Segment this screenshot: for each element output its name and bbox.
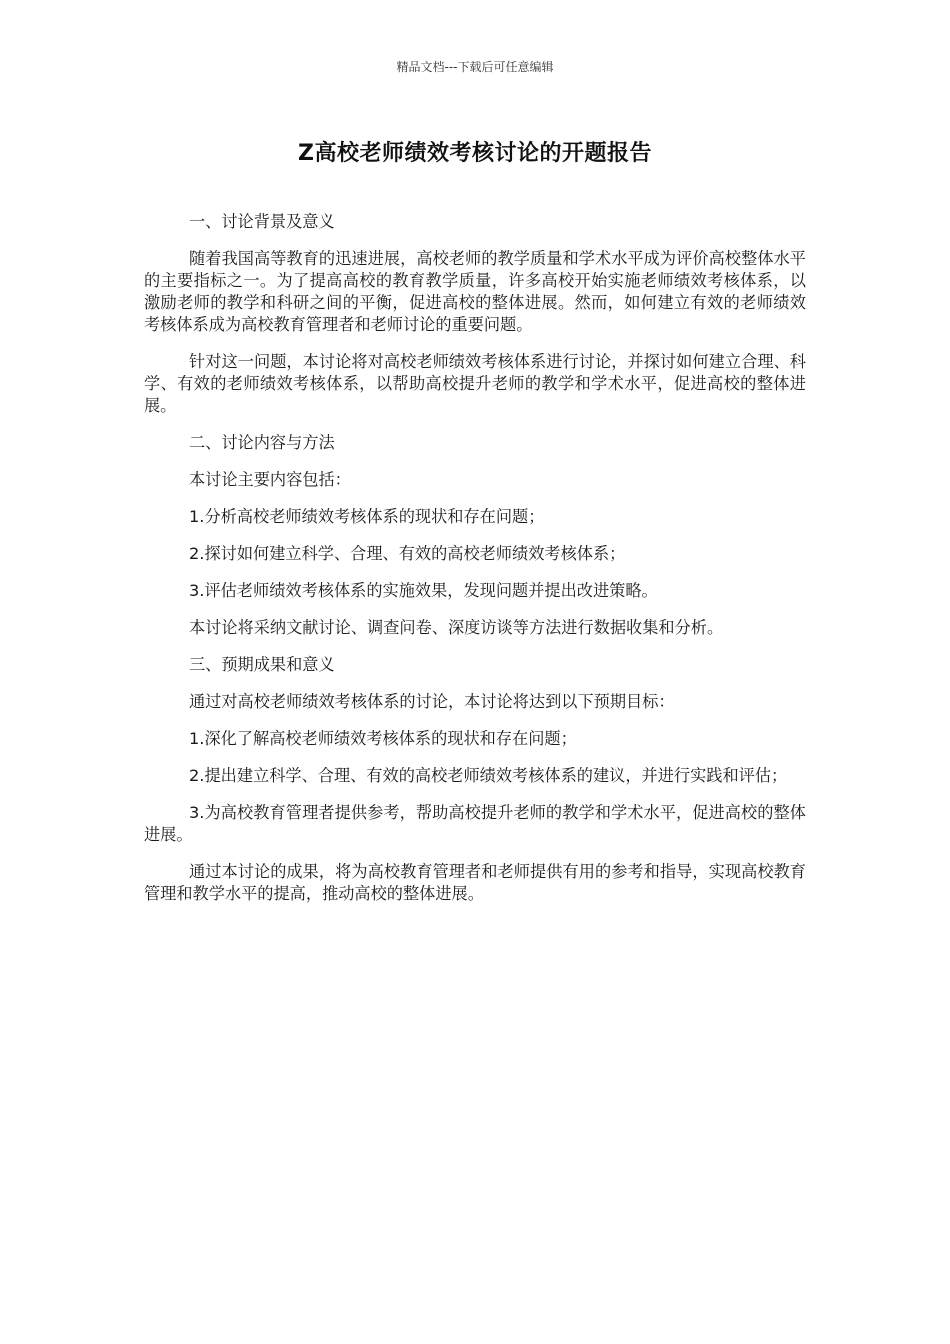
paragraph: 本讨论主要内容包括： (189, 470, 351, 489)
list-item: 1.深化了解高校老师绩效考核体系的现状和存在问题； (189, 729, 577, 748)
section-heading-background: 一、讨论背景及意义 (189, 212, 335, 231)
list-item: 1.分析高校老师绩效考核体系的现状和存在问题； (189, 507, 545, 526)
paragraph: 针对这一问题，本讨论将对高校老师绩效考核体系进行讨论，并探讨如何建立合理、科学、有效的老师绩效考核体系，以帮助高校提升老师的教学和学术水平，促进高校的整体进展。 (144, 352, 806, 415)
section-heading-content-method: 二、讨论内容与方法 (189, 433, 335, 452)
list-item: 3.评估老师绩效考核体系的实施效果，发现问题并提出改进策略。 (189, 581, 658, 600)
section-heading-expected-results: 三、预期成果和意义 (189, 655, 335, 674)
paragraph: 通过本讨论的成果，将为高校教育管理者和老师提供有用的参考和指导，实现高校教育管理和教学水平的提高，推动高校的整体进展。 (144, 862, 806, 903)
list-item: 3.为高校教育管理者提供参考，帮助高校提升老师的教学和学术水平，促进高校的整体进展。 (144, 803, 806, 844)
list-item: 2.探讨如何建立科学、合理、有效的高校老师绩效考核体系； (189, 544, 626, 563)
paragraph: 本讨论将采纳文献讨论、调查问卷、深度访谈等方法进行数据收集和分析。 (189, 618, 724, 637)
list-item: 2.提出建立科学、合理、有效的高校老师绩效考核体系的建议，并进行实践和评估； (189, 766, 788, 785)
paragraph: 随着我国高等教育的迅速进展，高校老师的教学质量和学术水平成为评价高校整体水平的主要指标之一。为了提高高校的教育教学质量，许多高校开始实施老师绩效考核体系，以激励老师的教学和科研之间的平衡，促进高校的整体进展。然而，如何建立有效的老师绩效考核体系成为高校教育管理者和老师讨论的重要问题。 (144, 249, 806, 334)
paragraph: 通过对高校老师绩效考核体系的讨论，本讨论将达到以下预期目标： (189, 692, 675, 711)
header-note: 精品文档---下载后可任意编辑 (396, 60, 554, 74)
document-body (144, 211, 806, 920)
document-title: Z高校老师绩效考核讨论的开题报告 (298, 141, 652, 166)
